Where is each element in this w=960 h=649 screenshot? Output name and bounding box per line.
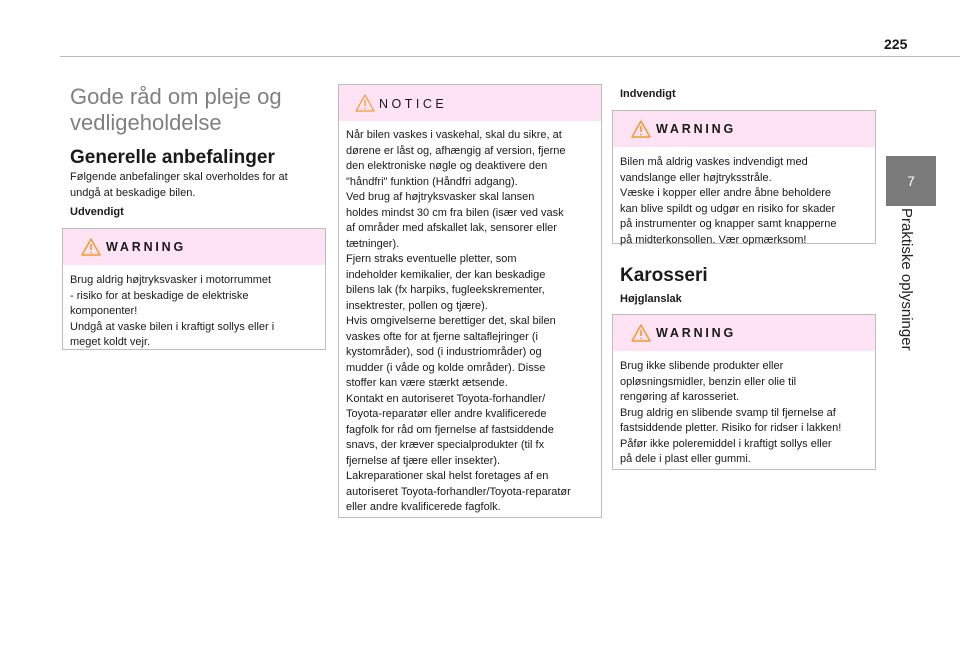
notice-header: [339, 85, 601, 121]
warning-box-body: [612, 314, 876, 470]
warning-title: WARNING: [106, 240, 187, 254]
warning-body: Brug ikke slibende produkter eller opløsningsmidler, benzin eller olie til rengøring af karosseriet. Brug aldrig en slibende svamp til fjernelse af fastsiddende pletter. Risiko for ridser i lakken! Påfør ikke poleremiddel i kraftigt sollys eller på dele i plast eller gummi.: [620, 360, 842, 465]
chapter-tab: [886, 208, 936, 378]
warning-body: Brug aldrig højtryksvasker i motorrummet - risiko for at beskadige de elektriske komponenter! Undgå at vaske bilen i kraftigt sollys eller i meget koldt vejr.: [70, 274, 275, 348]
header-rule: [60, 56, 960, 57]
page-number: 225: [884, 36, 908, 52]
subtitle-general: Generelle anbefalinger: [70, 147, 275, 168]
warning-triangle-icon: [631, 324, 651, 342]
chapter-tab-label: Praktiske oplysninger: [898, 208, 915, 351]
warning-title: WARNING: [656, 122, 737, 136]
label-interior: Indvendigt: [620, 88, 676, 100]
warning-triangle-icon: [81, 238, 101, 256]
chapter-tab-number: 7: [886, 156, 936, 206]
warning-header: [613, 315, 875, 351]
warning-body: Bilen må aldrig vaskes indvendigt med vandslange eller højtryksstråle. Væske i kopper eller andre åbne beholdere kan blive spildt og udgør en risiko for skader på instrumenter og knapper samt knapperne på midterkonsollen. Vær opmærksom!: [620, 156, 837, 246]
warning-header: [63, 229, 325, 265]
section-title: Gode råd om pleje og vedligeholdelse: [70, 84, 282, 135]
notice-body: Når bilen vaskes i vaskehal, skal du sikre, at dørene er låst og, afhængig af version, fjerne den elektroniske nøgle og deaktivere den "håndfri" funktion (Håndfri adgang). Ved brug af højtryksvasker skal lansen holdes mindst 30 cm fra bilen (især ved vask af områder med afskallet lak, sensorer eller tætninger). Fjern straks eventuelle pletter, som indeholder kemikalier, der kan beskadige bilens lak (fx harpiks, fugleekskrementer, insektrester, pollen og tjære). Hvis omgivelserne berettiger det, skal bilen vaskes ofte for at fjerne saltaflejringer (i kystområder), sod (i industriområder) og mudder (i våde og kolde områder). Disse stoffer kan være stærkt ætsende. Kontakt en autoriseret Toyota-forhandler/ Toyota-reparatør eller andre kvalificerede fagfolk for råd om fjernelse af fastsiddende snavs, der kræver specialprodukter (til fx fjernelse af tjære eller insekter). Lakreparationer skal helst foretages af en autoriseret Toyota-forhandler/Toyota-reparatør eller andre kvalificerede fagfolk.: [346, 129, 571, 513]
subtitle-body: Karosseri: [620, 265, 708, 286]
warning-box-exterior: [62, 228, 326, 350]
warning-box-interior: [612, 110, 876, 244]
notice-box: [338, 84, 602, 518]
column-1: [70, 84, 330, 136]
notice-title: NOTICE: [379, 97, 448, 111]
warning-title: WARNING: [656, 326, 737, 340]
warning-triangle-icon: [631, 120, 651, 138]
intro-text: Følgende anbefalinger skal overholdes for at undgå at beskadige bilen.: [70, 171, 288, 199]
notice-triangle-icon: [355, 94, 375, 112]
label-exterior: Udvendigt: [70, 206, 124, 218]
warning-header: [613, 111, 875, 147]
label-high-gloss: Højglanslak: [620, 293, 682, 305]
